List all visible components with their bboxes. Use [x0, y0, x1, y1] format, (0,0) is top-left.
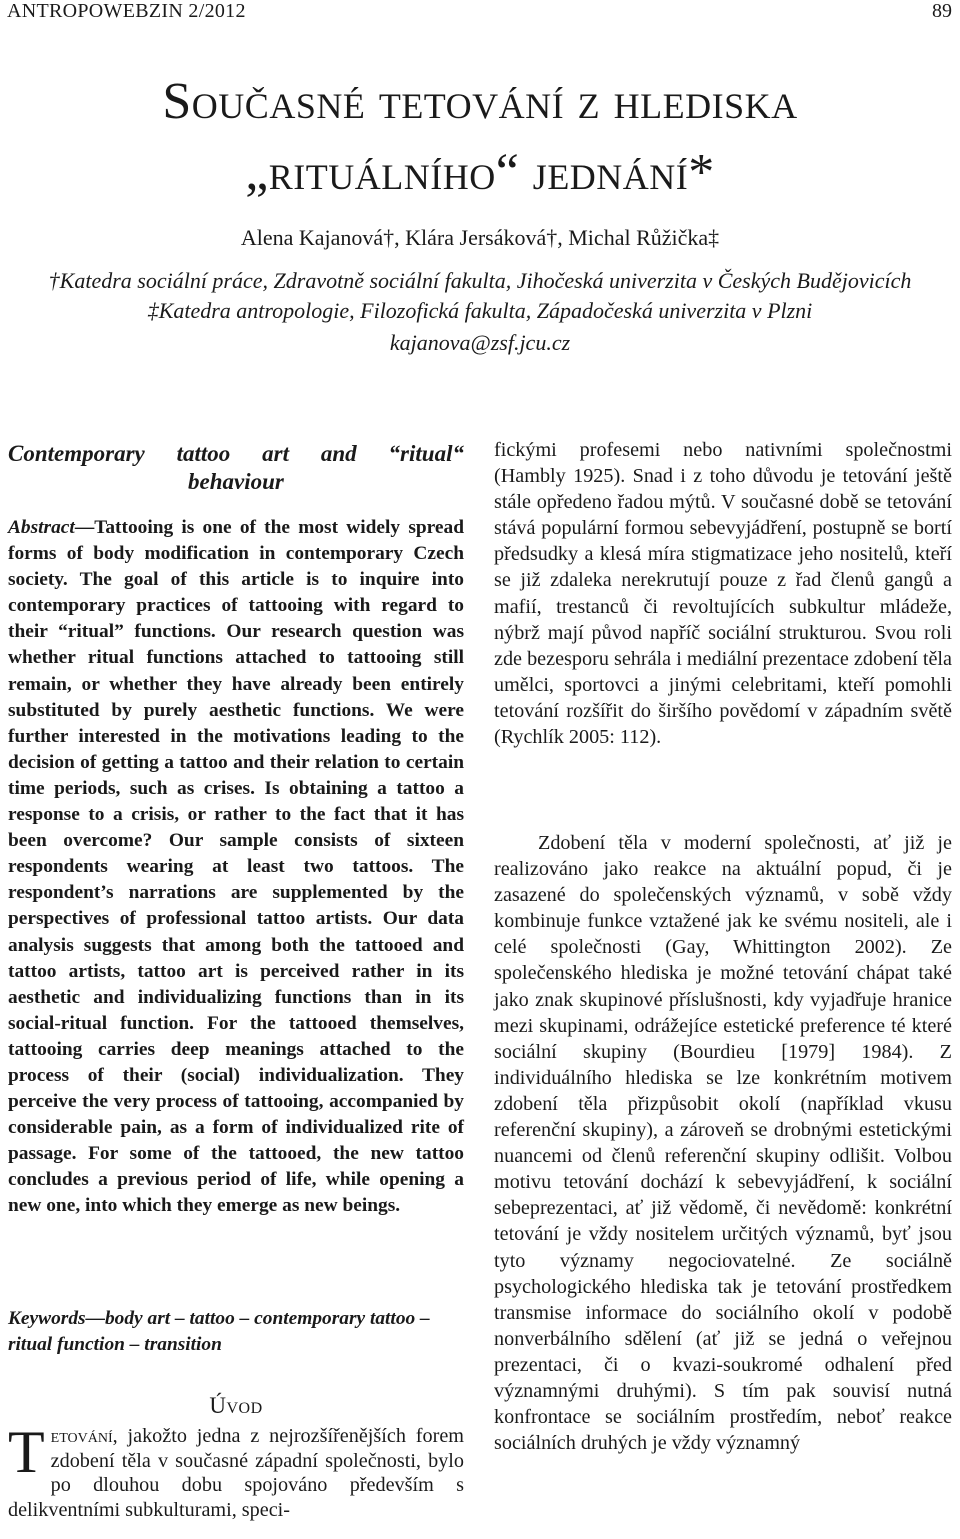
abstract-text: —Tattooing is one of the most widely spread forms of body modification in contemporary Czech society. The goal of this article is to inquire into contemporary practices of tattooing with regard to their “ritual” functions. Our research question was whether ritual functions attached to tattooing still remain, or whether they have already been entirely substituted by purely aesthetic functions. We were further interested in the motivations leading to the decision of getting a tattoo and their relation to certain time periods, such as crises. Is obtaining a tattoo a response to a crisis, or rather to the fact that it has been overcome? Our sample consists of sixteen respondents wearing at least two tattoos. The respondent’s narrations are supplemented by the perspectives of professional tattoo artists. Our data analysis suggests that among both the tattooed and tattoo artists, tattoo art is perceived rather in its aesthetic and individualizing functions than in its social-ritual function. For the tattooed themselves, tattooing carries deep meanings attached to the process of their (social) individualization. They perceive the very process of tattooing, accompanied by considerable pain, as a form of individualized rite of passage. For some of the tattooed, the new tattoo concludes a previous period of life, while opening a new one, into which they emerge as new beings. — [8, 517, 464, 1217]
intro-text: jakožto jedna z nejrozšířenějších forem zdobení těla v současné západní společnosti, bylo po dlouhou dobu spojováno především s delikventními subkulturami, speci- — [8, 1425, 464, 1521]
keywords-label: Keywords — [8, 1308, 86, 1329]
english-title-word: Contemporary — [8, 441, 145, 466]
english-title-word: and — [320, 441, 357, 466]
abstract-label: Abstract — [8, 517, 75, 538]
drop-cap: T — [8, 1419, 45, 1485]
page-number: 89 — [932, 0, 952, 22]
affiliation-2: ‡Katedra antropologie, Filozofická fakulta, Západočeská univerzita v Plzni — [147, 298, 813, 323]
english-title-line2: behaviour — [188, 469, 284, 494]
keywords — [8, 1306, 464, 1358]
intro-smallcaps: etování, — [50, 1425, 118, 1447]
authors: Alena Kajanová†, Klára Jersáková†, Michal Růžička‡ — [240, 225, 720, 250]
english-title — [8, 440, 464, 496]
right-paragraph-1: fickými profesemi nebo nativními společnostmi (Hambly 1925). Snad i z toho důvodu je tetování ještě stále opředeno řadou mýtů. V současné době se tetování stává populární formou sebevyjádření, postupně se bortí předsudky a klesá míra stigmatizace jeho nositelů, kteří se již zdaleka nerekrutují pouze z řad členů gangů a mafií, trestanců či revoltujících subkultur mládeže, nýbrž mají původ napříč sociální strukturou. Svou roli zde bezesporu sehrála i mediální prezentace zdobení těla umělci, sportovci a jinými celebritami, kteří pomohli tetování rozšířit do širšího povědomí v západním světě (Rychlík 2005: 112). — [494, 439, 952, 749]
english-title-word: “ritual“ — [388, 441, 464, 466]
english-title-word: tattoo — [176, 441, 231, 466]
right-paragraph-2: Zdobení těla v moderní společnosti, ať již je realizováno jako reakce na aktuální popud, či je zasazené do společenských významů, v sobě vždy kombinuje funkce vztažené jak ke svému nositeli, ale i celé společnosti (Gay, Whittington 2002). Ze společenského hlediska je možné tetování chápat také jako znak skupinové příslušnosti, kdy vyjadřuje hranice mezi skupinami, odrážejíce estetické preference té které sociální skupiny (Bourdieu [1979] 1984). Z individuálního hlediska se lze konkrétním motivem zdobení těla přizpůsobit okolí (například vkusu referenční skupiny), a zároveň se drobnými estetickými nuancemi od členů referenční skupiny odlišit. Volbou motivu tetování dochází k sebevyjádření, k sociální sebeprezentaci, ať již vědomě, či nevědomě: konkrétní tetování je vždy nositelem určitých významů, byť jsou tyto významy negociovatelné. Ze sociálně psychologického hlediska tak je tetování prostředkem transmise informace do sociálního okolí v podobě nonverbálního sdělení (ať již se jedná o veřejnou prezentaci, či o kvazi-soukromé odhalení před významnými druhými). S tím pak souvisí nutná konfrontace se sociálním prostředím, neboť reakce sociálních druhých je vždy významný — [494, 832, 952, 1455]
intro-paragraph — [8, 1419, 464, 1522]
article-title-line2: „rituálního“ jednání* — [245, 144, 715, 201]
contact-email[interactable]: kajanova@zsf.jcu.cz — [389, 330, 571, 355]
keywords-text: —body art – tattoo – contemporary tattoo – ritual function – transition — [8, 1308, 430, 1355]
affiliation-1: †Katedra sociální práce, Zdravotně sociální fakulta, Jihočeská univerzita v Českých Budějovicích — [48, 268, 912, 293]
article-title-line1: Současné tetování z hlediska — [162, 73, 798, 130]
abstract — [8, 515, 464, 1220]
section-heading: Úvod — [209, 1393, 263, 1418]
journal-header: ANTROPOWEBZIN 2/2012 — [7, 0, 246, 22]
english-title-word: art — [262, 441, 289, 466]
